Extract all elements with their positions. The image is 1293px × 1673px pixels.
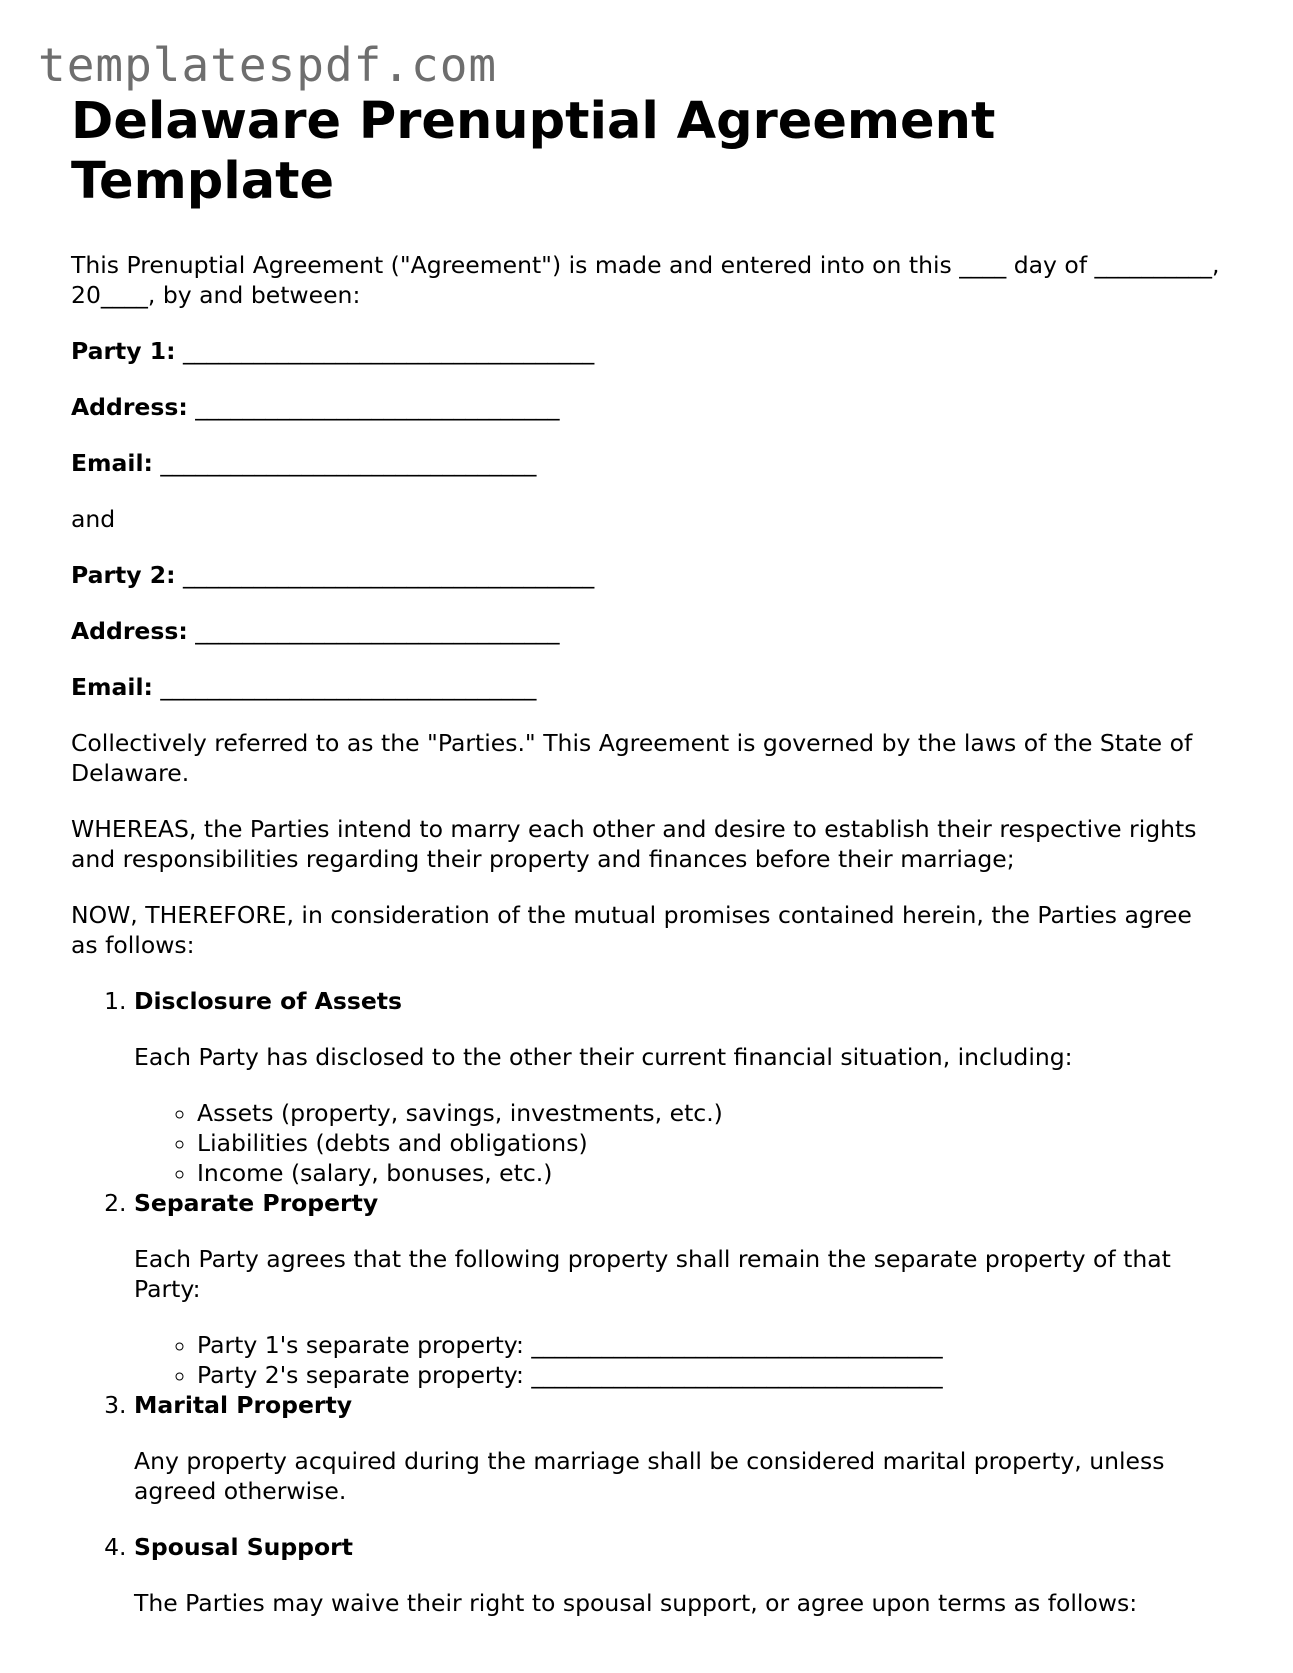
section-text: Each Party agrees that the following property shall remain the separate property of that Party: bbox=[134, 1245, 1171, 1303]
party1-address-field bbox=[71, 392, 1221, 422]
list-item: ◦ Assets (property, savings, investments, etc.) bbox=[197, 1098, 1221, 1128]
section-title: 3. Marital Property bbox=[134, 1391, 353, 1419]
party1-name-field bbox=[71, 336, 1221, 366]
section-separate-property bbox=[134, 1188, 1221, 1390]
section-title: 4. Spousal Support bbox=[134, 1533, 353, 1561]
party1-email-blank: ________________________________ bbox=[160, 449, 537, 477]
section-title: 1. Disclosure of Assets bbox=[134, 987, 402, 1015]
party2-name-blank: ___________________________________ bbox=[183, 561, 595, 589]
party2-email-label: Email: bbox=[71, 673, 153, 701]
list-item: ◦ Party 2's separate property: ___________________________________ bbox=[197, 1360, 1221, 1390]
list-item: ◦ Liabilities (debts and obligations) bbox=[197, 1128, 1221, 1158]
and-text: and bbox=[71, 505, 116, 533]
party1-address-label: Address: bbox=[71, 393, 188, 421]
sections-list bbox=[71, 986, 1221, 1618]
watermark: templatespdf.com bbox=[38, 38, 498, 92]
party2-address-label: Address: bbox=[71, 617, 188, 645]
whereas-paragraph: WHEREAS, the Parties intend to marry each other and desire to establish their respective rights and responsibilities regarding their property and finances before their marriage; bbox=[71, 815, 1197, 873]
section-disclosure bbox=[134, 986, 1221, 1188]
sublist bbox=[134, 1098, 1221, 1188]
party2-name-label: Party 2: bbox=[71, 561, 176, 589]
section-marital-property bbox=[134, 1390, 1221, 1506]
party2-email-field bbox=[71, 672, 1221, 702]
collectively-paragraph: Collectively referred to as the "Parties." This Agreement is governed by the laws of the State of Delaware. bbox=[71, 729, 1193, 787]
document-title: Delaware Prenuptial Agreement Template bbox=[71, 92, 996, 211]
sublist bbox=[134, 1330, 1221, 1390]
party2-name-field bbox=[71, 560, 1221, 590]
party1-name-blank: ___________________________________ bbox=[183, 337, 595, 365]
document-page bbox=[71, 92, 1221, 1644]
list-item: ◦ Party 1's separate property: ___________________________________ bbox=[197, 1330, 1221, 1360]
section-title: 2. Separate Property bbox=[134, 1189, 379, 1217]
party1-address-blank: _______________________________ bbox=[195, 393, 560, 421]
party1-email-label: Email: bbox=[71, 449, 153, 477]
party1-name-label: Party 1: bbox=[71, 337, 176, 365]
party2-address-blank: _______________________________ bbox=[195, 617, 560, 645]
section-spousal-support bbox=[134, 1532, 1221, 1618]
party1-email-field bbox=[71, 448, 1221, 478]
now-therefore-paragraph: NOW, THEREFORE, in consideration of the mutual promises contained herein, the Parties agree as follows: bbox=[71, 901, 1192, 959]
section-text: Any property acquired during the marriage shall be considered marital property, unless agreed otherwise. bbox=[134, 1447, 1165, 1505]
list-item: ◦ Income (salary, bonuses, etc.) bbox=[197, 1158, 1221, 1188]
section-text: The Parties may waive their right to spousal support, or agree upon terms as follows: bbox=[134, 1589, 1138, 1617]
party2-email-blank: ________________________________ bbox=[160, 673, 537, 701]
party2-address-field bbox=[71, 616, 1221, 646]
intro-paragraph: This Prenuptial Agreement ("Agreement") is made and entered into on this ____ day of __________, 20____, by and between: bbox=[71, 251, 1220, 309]
section-text: Each Party has disclosed to the other their current financial situation, including: bbox=[134, 1043, 1073, 1071]
